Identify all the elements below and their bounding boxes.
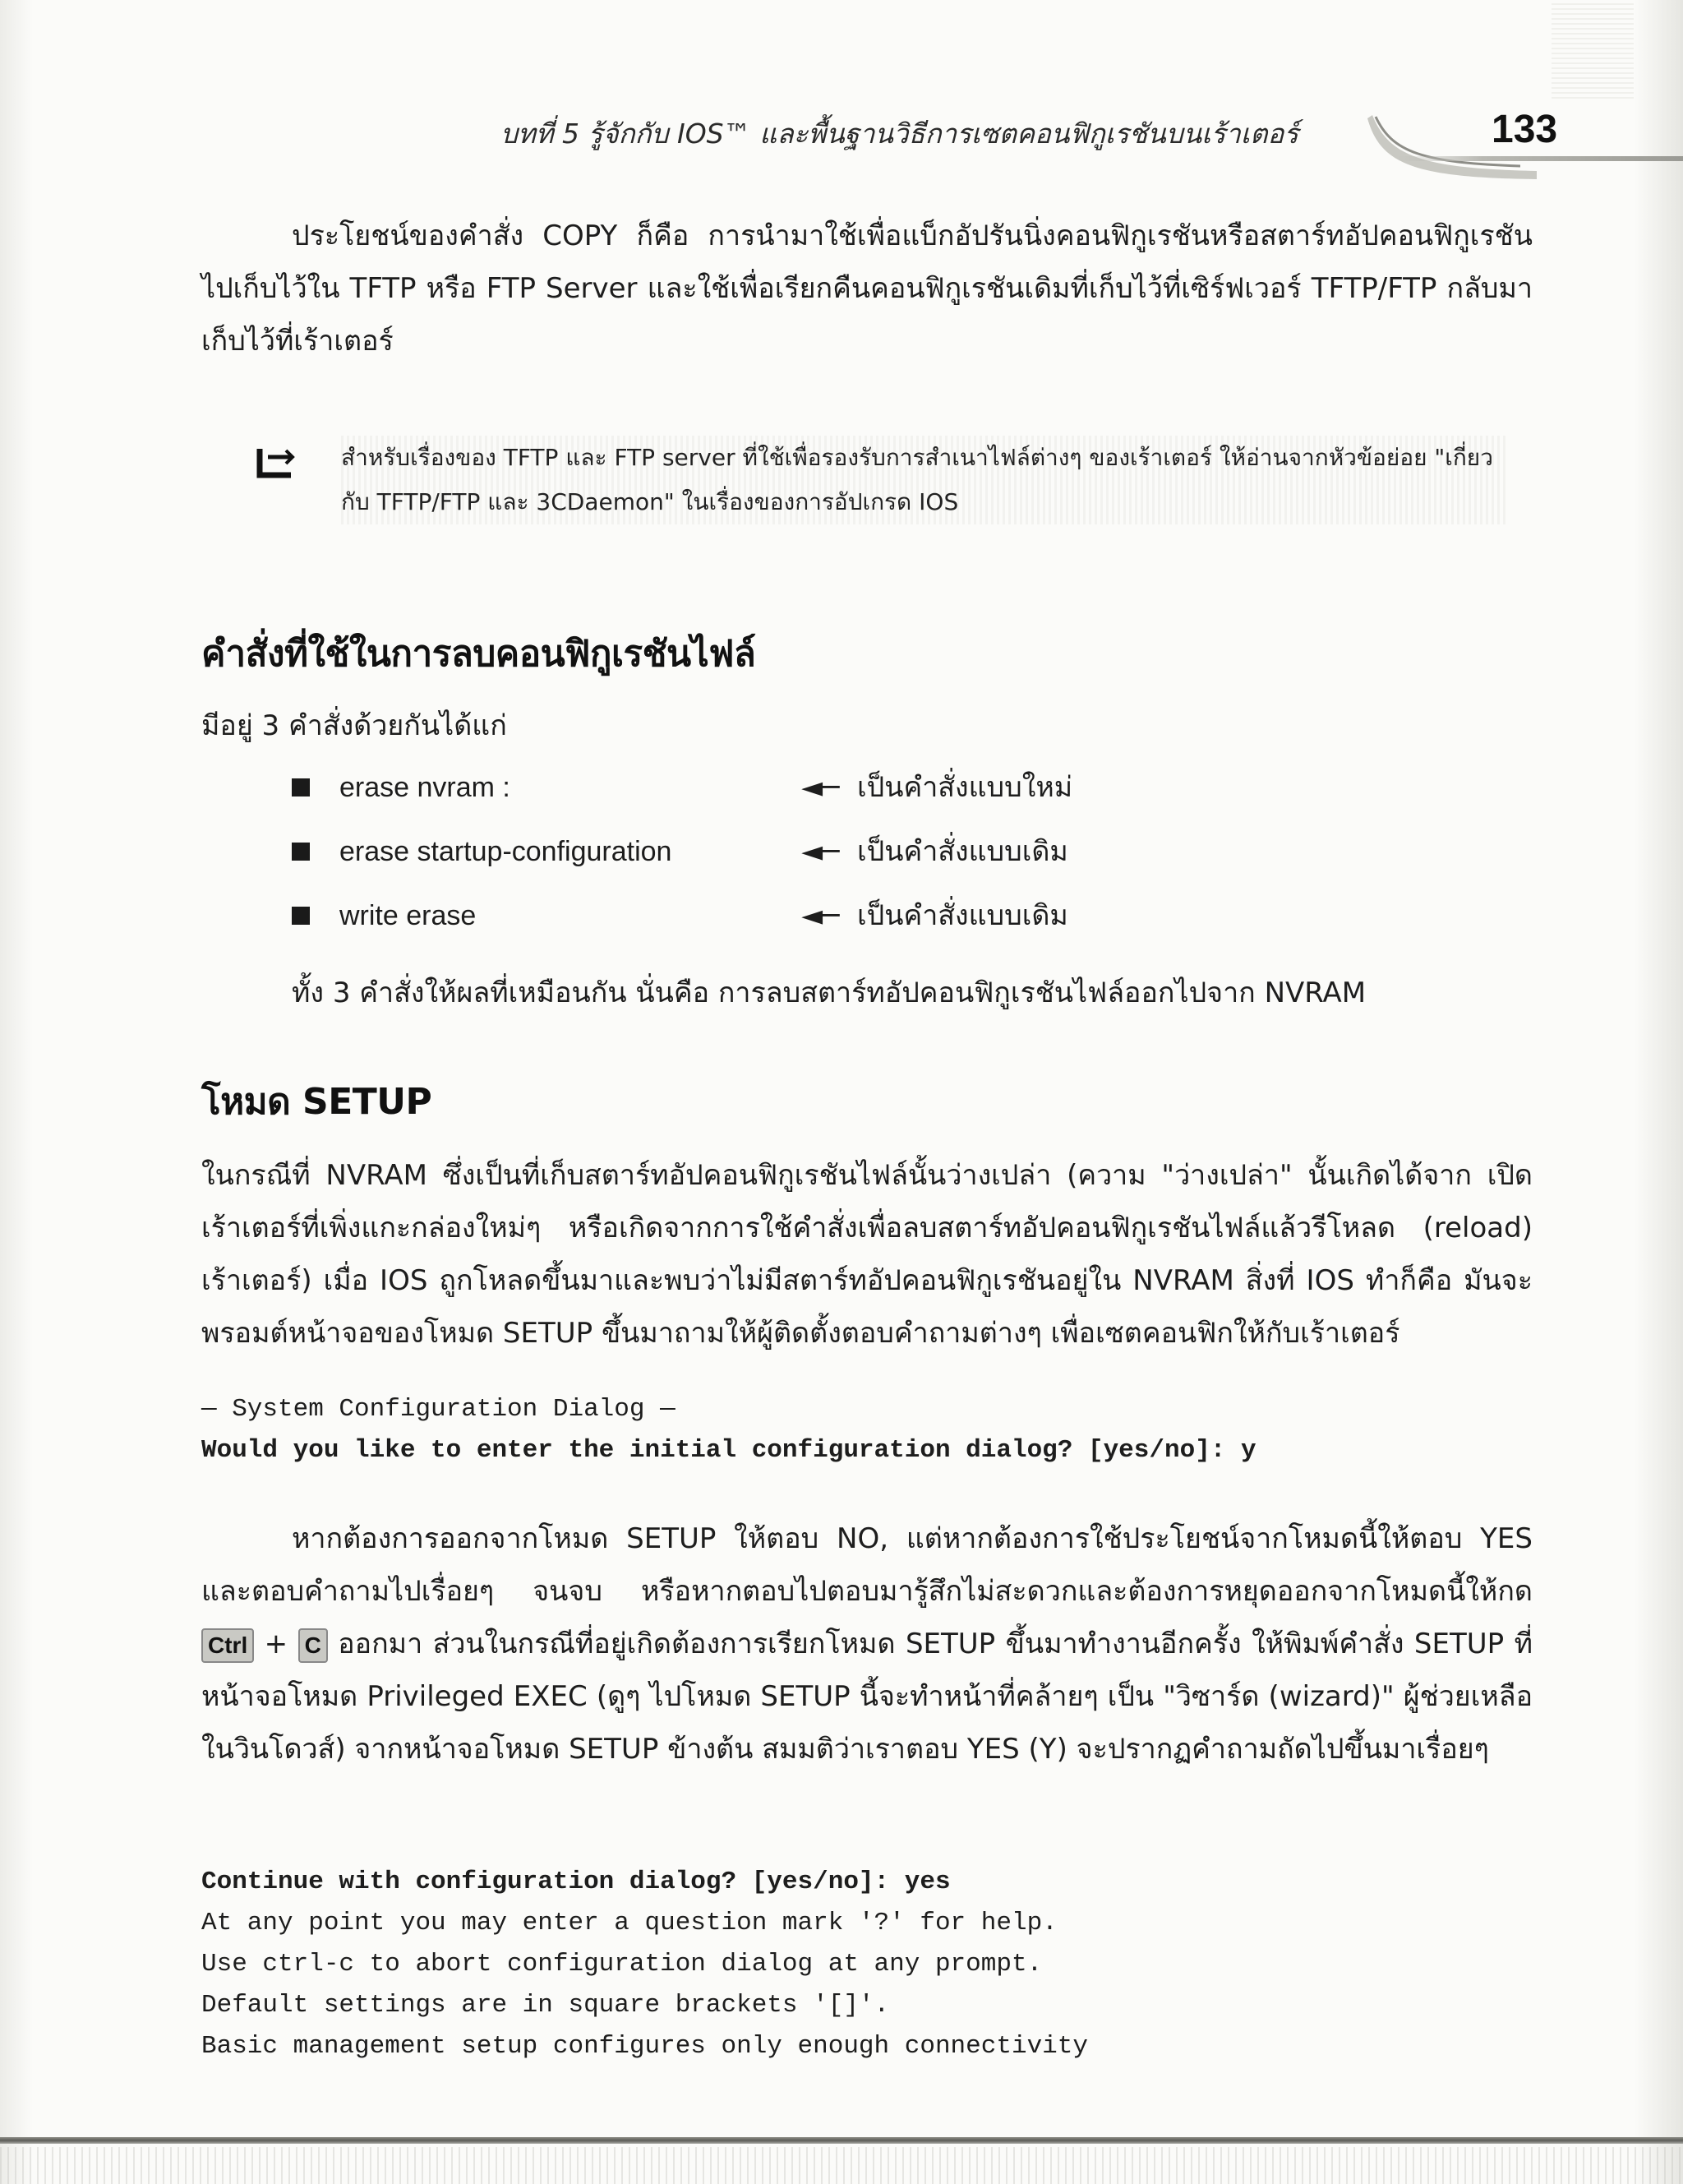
command-note: เป็นคำสั่งแบบเดิม: [857, 835, 1068, 868]
arrow-left-icon: ◄─: [801, 899, 840, 932]
setup-paragraph-block: [201, 1149, 1533, 1360]
ctrl-key-icon: Ctrl: [201, 1628, 254, 1663]
code-line: — System Configuration Dialog —: [201, 1395, 676, 1424]
code-line: Basic management setup configures only enough connectivity: [201, 2032, 1088, 2061]
code-line: At any point you may enter a question mark '?' for help.: [201, 1909, 1058, 1937]
section-summary: ทั้ง 3 คำสั่งให้ผลที่เหมือนกัน นั่นคือ การลบสตาร์ทอัปคอนฟิกูเรชันไฟล์ออกไปจาก NVRAM: [292, 977, 1367, 1009]
command-name: erase nvram :: [339, 772, 510, 803]
code-line: Use ctrl-c to abort configuration dialog at any prompt.: [201, 1950, 1043, 1979]
arrow-left-icon: ◄─: [801, 771, 840, 804]
note-text: สำหรับเรื่องของ TFTP และ FTP server ที่ใช้เพื่อรองรับการสำเนาไฟล์ต่างๆ ของเร้าเตอร์ ให้อ่านจากหัวข้อย่อย "เกี่ยวกับ TFTP/FTP และ 3CDaemon" ในเรื่องของการอัปเกรด IOS: [341, 436, 1508, 524]
arrow-left-icon: ◄─: [801, 835, 840, 868]
page-number: 133: [1492, 108, 1558, 151]
intro-paragraph: ประโยชน์ของคำสั่ง COPY ก็คือ การนำมาใช้เพื่อแบ็กอัปรันนิ่งคอนฟิกูเรชันหรือสตาร์ทอัปคอนฟิกูเรชันไปเก็บไว้ใน TFTP หรือ FTP Server และใช้เพื่อเรียกคืนคอนฟิกูเรชันเดิมที่เก็บไว้ที่เซิร์ฟเวอร์ TFTP/FTP กลับมาเก็บไว้ที่เร้าเตอร์: [201, 219, 1533, 358]
scan-noise: [1552, 0, 1634, 99]
intro-block: [201, 210, 1533, 367]
command-name: erase startup-configuration: [339, 836, 672, 867]
bullet-square-icon: [292, 907, 310, 925]
code-line: Continue with configuration dialog? [yes/no]: yes: [201, 1868, 951, 1896]
running-title: บทที่ 5 รู้จักกับ IOS™ และพื้นฐานวิธีการเซตคอนฟิกูเรชันบนเร้าเตอร์: [500, 118, 1298, 150]
section-heading-erase: คำสั่งที่ใช้ในการลบคอนฟิกูเรชันไฟล์: [201, 633, 756, 675]
scan-noise-bottom: [0, 2147, 1683, 2184]
pointing-hand-icon: [255, 442, 296, 483]
code-line: Would you like to enter the initial configuration dialog? [yes/no]: y: [201, 1436, 1256, 1465]
command-list: [292, 764, 1196, 957]
setup-paragraph2-block: [201, 1512, 1533, 1775]
running-header: [0, 99, 1545, 164]
bottom-rule: [0, 2137, 1683, 2144]
command-name: write erase: [339, 900, 477, 931]
command-note: เป็นคำสั่งแบบใหม่: [857, 771, 1073, 804]
page-edge-right: [1634, 0, 1683, 2184]
code-line: Default settings are in square brackets '[]'.: [201, 1991, 890, 2020]
list-item: [292, 764, 1196, 829]
section-heading-setup: โหมด SETUP: [201, 1081, 432, 1123]
command-note: เป็นคำสั่งแบบเดิม: [857, 899, 1068, 932]
bullet-square-icon: [292, 843, 310, 861]
c-key-icon: C: [298, 1628, 328, 1663]
code-block-dialog: [201, 1389, 1256, 1471]
page-edge-left: [0, 0, 33, 2184]
bullet-square-icon: [292, 778, 310, 796]
paragraph-text: หากต้องการออกจากโหมด SETUP ให้ตอบ NO, แต่หากต้องการใช้ประโยชน์จากโหมดนี้ให้ตอบ YES และตอบคำถามไปเรื่อยๆ จนจบ หรือหากตอบไปตอบมารู้สึกไม่สะดวกและต้องการหยุดออกจากโหมดนี้ให้กด: [201, 1522, 1533, 1608]
note-callout: [255, 436, 1496, 526]
paragraph-text: ออกมา ส่วนในกรณีที่อยู่เกิดต้องการเรียกโหมด SETUP ขึ้นมาทำงานอีกครั้ง ให้พิมพ์คำสั่ง SETUP ที่หน้าจอโหมด Privileged EXEC (ดูๆ ไปโหมด SETUP นี้จะทำหน้าที่คล้ายๆ เป็น "วิซาร์ด (wizard)" ผู้ช่วยเหลือในวินโดวส์) จากหน้าจอโหมด SETUP ข้างต้น สมมติว่าเราตอบ YES (Y) จะปรากฏคำถามถัดไปขึ้นมาเรื่อยๆ: [201, 1628, 1533, 1766]
header-rule: [1397, 156, 1683, 161]
code-block-continue: [201, 1862, 1088, 2067]
list-item: [292, 893, 1196, 957]
section-intro-line: มีอยู่ 3 คำสั่งด้วยกันได้แก่: [201, 709, 507, 742]
list-item: [292, 829, 1196, 893]
plus-sign: +: [264, 1628, 288, 1660]
setup-paragraph2: [201, 1512, 1533, 1775]
setup-paragraph: ในกรณีที่ NVRAM ซึ่งเป็นที่เก็บสตาร์ทอัปคอนฟิกูเรชันไฟล์นั้นว่างเปล่า (ความ "ว่างเปล่า" นั้นเกิดได้จาก เปิดเร้าเตอร์ที่เพิ่งแกะกล่องใหม่ๆ หรือเกิดจากการใช้คำสั่งเพื่อลบสตาร์ทอัปคอนฟิกูเรชันไฟล์แล้วรีโหลด (reload) เร้าเตอร์) เมื่อ IOS ถูกโหลดขึ้นมาและพบว่าไม่มีสตาร์ทอัปคอนฟิกูเรชันอยู่ใน NVRAM สิ่งที่ IOS ทำก็คือ มันจะพรอมต์หน้าจอของโหมด SETUP ขึ้นมาถามให้ผู้ติดตั้งตอบคำถามต่างๆ เพื่อเซตคอนฟิกให้กับเร้าเตอร์: [201, 1159, 1533, 1350]
